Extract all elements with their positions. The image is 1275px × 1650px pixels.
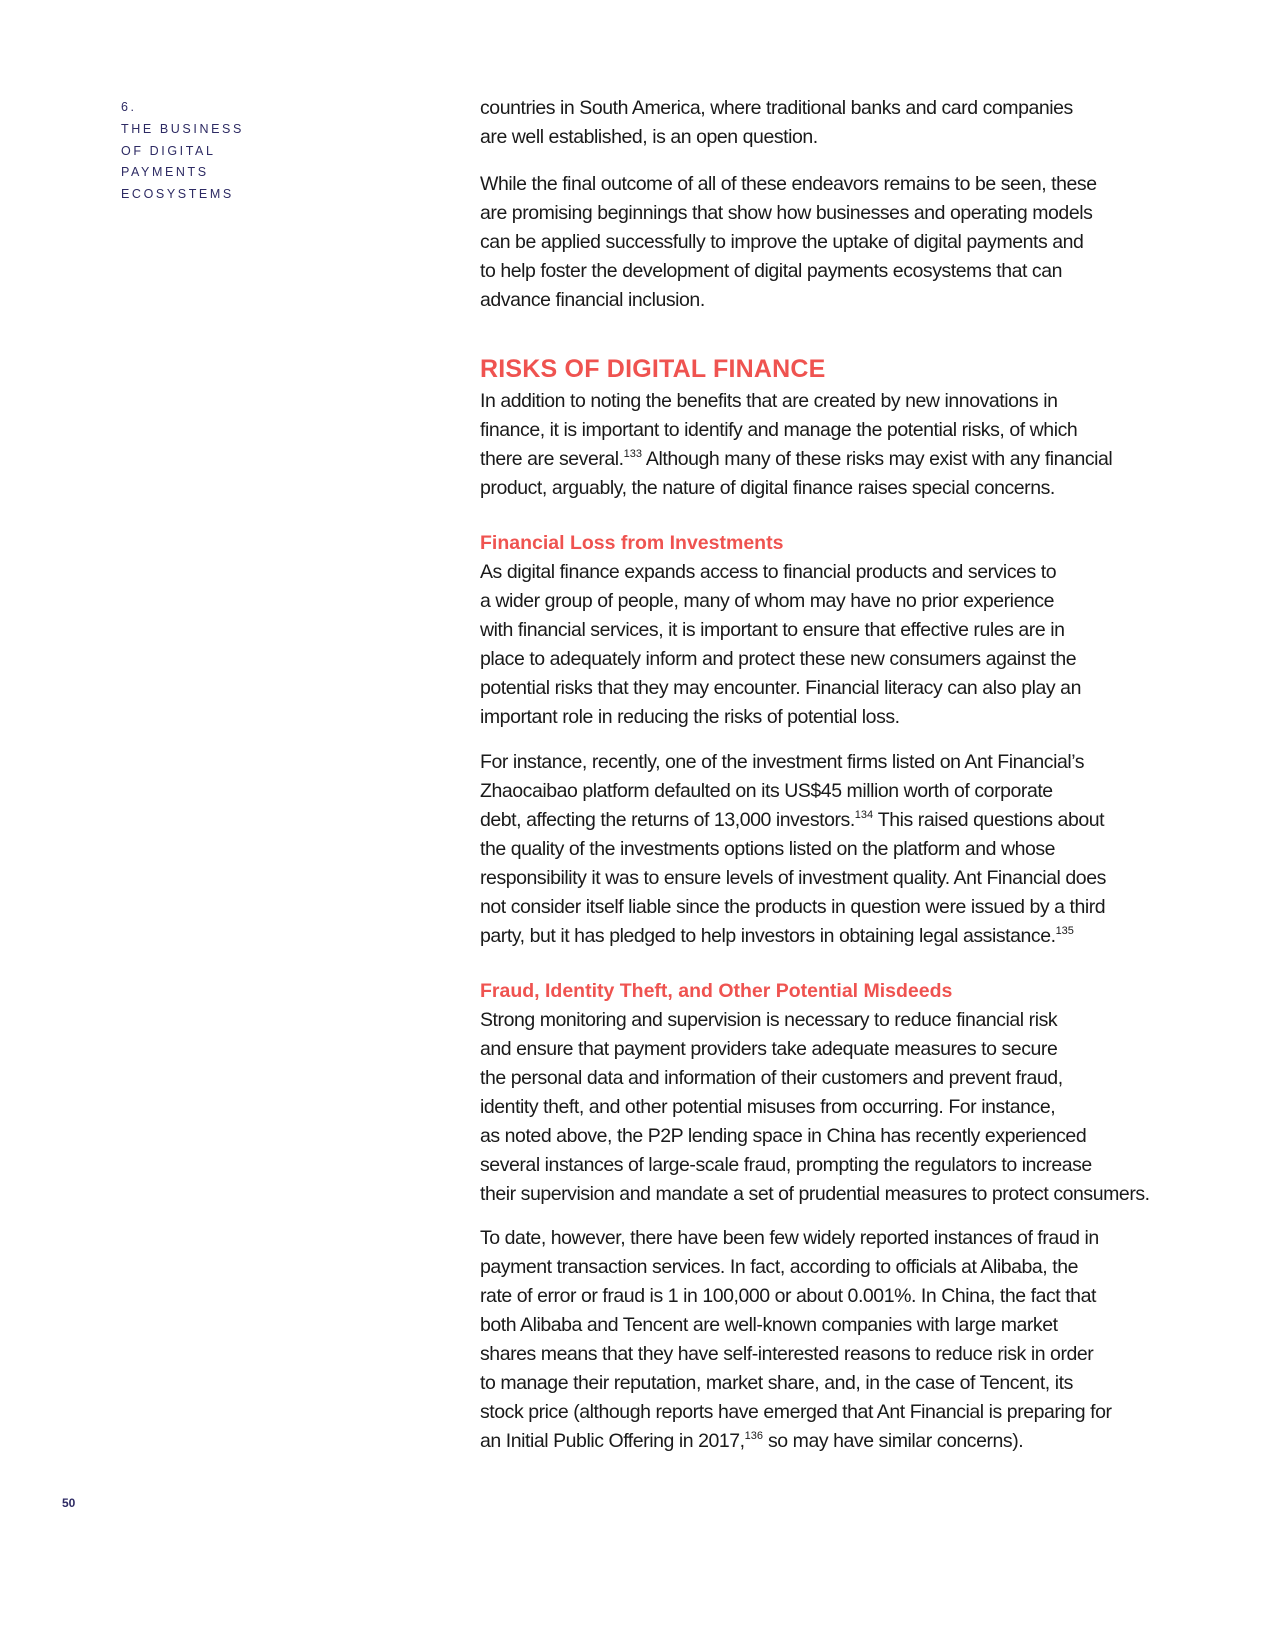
text-line: not consider itself liable since the products in question were issued by a third: [480, 896, 1106, 918]
page-number: 50: [62, 1496, 76, 1510]
text-line: an Initial Public Offering in 2017,$^{136}$ so may have similar concerns).: [480, 1430, 1024, 1452]
text-line: responsibility it was to ensure levels of investment quality. Ant Financial does: [480, 867, 1106, 889]
section-label-line: THE BUSINESS: [121, 121, 244, 136]
section-label-line: OF DIGITAL: [121, 143, 216, 158]
section-label-line: ECOSYSTEMS: [121, 187, 234, 202]
text-line: shares means that they have self-interested reasons to reduce risk in order: [480, 1343, 1094, 1365]
footnote-ref: 136: [744, 1430, 764, 1442]
section-label-line: PAYMENTS: [121, 165, 209, 180]
text-line: with financial services, it is important to ensure that effective rules are in: [480, 619, 1065, 641]
paragraph: [480, 387, 1180, 503]
text-line: and ensure that payment providers take adequate measures to secure: [480, 1038, 1058, 1060]
text-line: stock price (although reports have emerged that Ant Financial is preparing for: [480, 1401, 1112, 1423]
text-line: can be applied successfully to improve the uptake of digital payments and: [480, 231, 1084, 253]
text-line: countries in South America, where traditional banks and card companies: [480, 97, 1073, 119]
text-line: While the final outcome of all of these endeavors remains to be seen, these: [480, 173, 1097, 195]
text-line: identity theft, and other potential misuses from occurring. For instance,: [480, 1096, 1056, 1118]
text-line: To date, however, there have been few widely reported instances of fraud in: [480, 1227, 1099, 1249]
paragraph: [480, 170, 1180, 315]
paragraph: [480, 94, 1180, 152]
text-line: the quality of the investments options listed on the platform and whose: [480, 838, 1056, 860]
text-line: to manage their reputation, market share, and, in the case of Tencent, its: [480, 1372, 1073, 1394]
footnote-ref: 134: [854, 809, 874, 821]
text-line: are well established, is an open question.: [480, 126, 818, 148]
paragraph: [480, 1224, 1180, 1456]
text-line: rate of error or fraud is 1 in 100,000 or about 0.001%. In China, the fact that: [480, 1285, 1096, 1307]
section-heading: RISKS OF DIGITAL FINANCE: [480, 355, 826, 383]
paragraph: [480, 748, 1180, 951]
text-line: debt, affecting the returns of 13,000 investors.$^{134}$ This raised questions about: [480, 809, 1105, 831]
subheading: Financial Loss from Investments: [480, 532, 784, 554]
text-line: place to adequately inform and protect these new consumers against the: [480, 648, 1077, 670]
text-line: the personal data and information of their customers and prevent fraud,: [480, 1067, 1063, 1089]
text-line: both Alibaba and Tencent are well-known companies with large market: [480, 1314, 1058, 1336]
text-line: to help foster the development of digital payments ecosystems that can: [480, 260, 1063, 282]
text-line: advance financial inclusion.: [480, 289, 705, 311]
text-line: payment transaction services. In fact, according to officials at Alibaba, the: [480, 1256, 1078, 1278]
text-line: their supervision and mandate a set of prudential measures to protect consumers.: [480, 1183, 1150, 1205]
footnote-ref: 135: [1055, 925, 1074, 937]
text-line: product, arguably, the nature of digital finance raises special concerns.: [480, 477, 1055, 499]
paragraph: [480, 558, 1180, 732]
text-line: potential risks that they may encounter. Financial literacy can also play an: [480, 677, 1081, 699]
text-line: important role in reducing the risks of potential loss.: [480, 706, 900, 728]
text-line: In addition to noting the benefits that are created by new innovations in: [480, 390, 1058, 412]
text-line: For instance, recently, one of the investment firms listed on Ant Financial’s: [480, 751, 1085, 773]
text-line: finance, it is important to identify and manage the potential risks, of which: [480, 419, 1078, 441]
paragraph: [480, 1006, 1180, 1209]
section-label: [121, 97, 244, 206]
text-line: a wider group of people, many of whom may have no prior experience: [480, 590, 1055, 612]
text-line: several instances of large-scale fraud, prompting the regulators to increase: [480, 1154, 1092, 1176]
text-line: party, but it has pledged to help investors in obtaining legal assistance.$^{135}$: [480, 925, 1074, 947]
subheading: Fraud, Identity Theft, and Other Potential Misdeeds: [480, 980, 953, 1002]
text-line: there are several.$^{133}$ Although many of these risks may exist with any financial: [480, 448, 1113, 470]
footnote-ref: 133: [623, 448, 643, 460]
text-line: Strong monitoring and supervision is necessary to reduce financial risk: [480, 1009, 1058, 1031]
text-line: as noted above, the P2P lending space in China has recently experienced: [480, 1125, 1087, 1147]
text-line: As digital finance expands access to financial products and services to: [480, 561, 1057, 583]
section-label-line: 6.: [121, 100, 137, 114]
text-line: are promising beginnings that show how businesses and operating models: [480, 202, 1093, 224]
text-line: Zhaocaibao platform defaulted on its US$45 million worth of corporate: [480, 780, 1053, 802]
